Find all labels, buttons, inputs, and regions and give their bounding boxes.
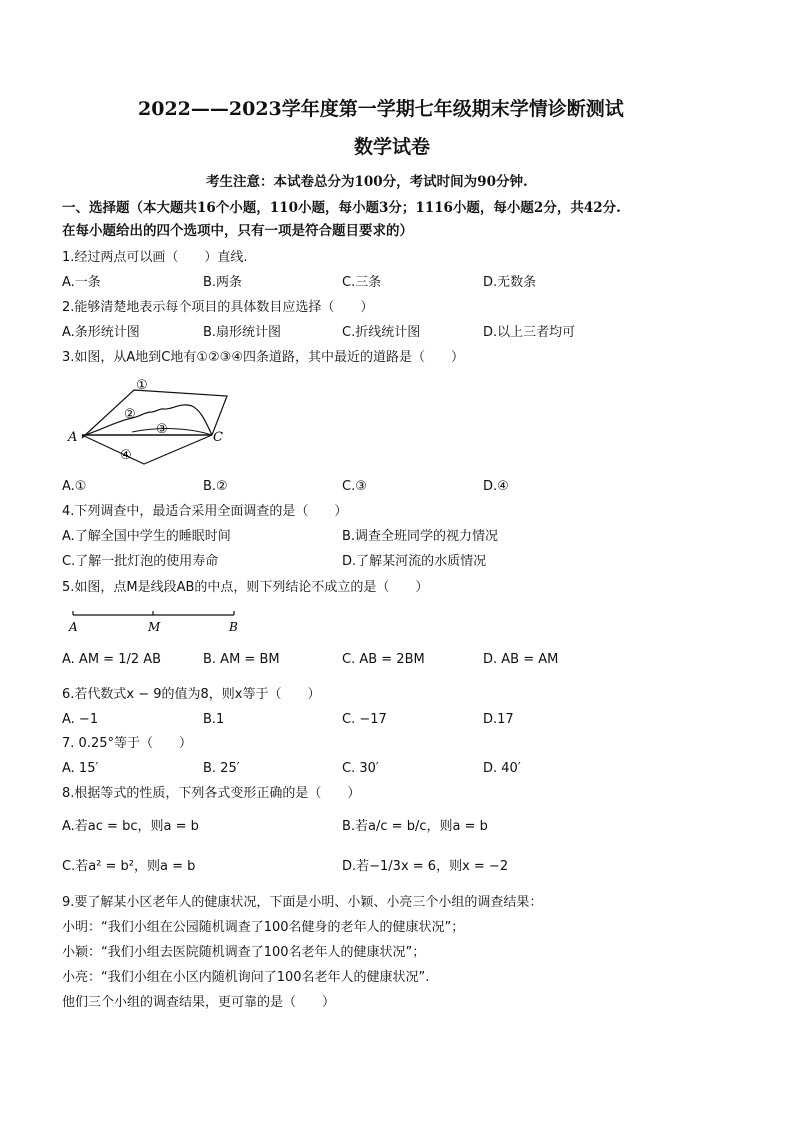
question-6-option-d: D.17	[483, 712, 514, 727]
question-9-line-question: 他们三个小组的调查结果，更可靠的是（ ）	[62, 995, 336, 1010]
label-b: B	[229, 620, 238, 634]
question-9-stem: 9.要了解某小区老年人的健康状况，下面是小明、小颖、小亮三个小组的调查结果：	[62, 895, 543, 910]
exam-title: 2022——2023学年度第一学期七年级期末学情诊断测试	[138, 98, 624, 120]
question-2-option-d: D.以上三者均可	[483, 325, 576, 340]
question-5-option-b: B. AM = BM	[203, 652, 280, 667]
section-heading-line1: 一、选择题（本大题共16个小题，110小题，每小题3分；1116小题，每小题2分，共42分.	[62, 200, 621, 216]
question-5-option-d: D. AB = AM	[483, 652, 559, 667]
question-9-line-xiaoying: 小颖：“我们小组去医院随机调查了100名老年人的健康状况”；	[62, 945, 426, 960]
question-4-stem: 4.下列调查中，最适合采用全面调查的是（ ）	[62, 504, 348, 519]
question-2-stem: 2.能够清楚地表示每个项目的具体数目应选择（ ）	[62, 300, 374, 315]
question-3-option-a: A.①	[62, 479, 87, 494]
question-6-option-a: A. −1	[62, 712, 99, 727]
question-5-stem: 5.如图，点M是线段AB的中点，则下列结论不成立的是（ ）	[62, 580, 429, 595]
question-7-stem: 7. 0.25°等于（ ）	[62, 736, 192, 751]
route-label-1: ①	[136, 378, 148, 393]
question-2-option-a: A.条形统计图	[62, 325, 140, 340]
routes-diagram	[62, 372, 237, 472]
route-3-curve	[132, 429, 212, 435]
question-8-option-c: C.若a² = b²，则a = b	[62, 859, 196, 874]
question-8-stem: 8.根据等式的性质，下列各式变形正确的是（ ）	[62, 786, 361, 801]
question-3-option-c: C.③	[342, 479, 367, 494]
question-4-option-a: A.了解全国中学生的睡眠时间	[62, 529, 231, 544]
question-3-option-d: D.④	[483, 479, 509, 494]
route-label-3: ③	[156, 422, 168, 437]
segment-diagram	[62, 606, 252, 636]
question-7-option-a: A. 15′	[62, 761, 99, 776]
route-4-path	[82, 435, 212, 464]
question-8-option-b: B.若a/c = b/c，则a = b	[342, 819, 488, 834]
question-4-option-c: C.了解一批灯泡的使用寿命	[62, 554, 219, 569]
section-heading-line2: 在每小题给出的四个选项中，只有一项是符合题目要求的）	[62, 223, 413, 239]
question-5-option-c: C. AB = 2BM	[342, 652, 425, 667]
question-1-option-c: C.三条	[342, 275, 382, 290]
question-4-option-b: B.调查全班同学的视力情况	[342, 529, 499, 544]
question-5-option-a: A. AM = 1/2 AB	[62, 652, 162, 667]
question-7-option-d: D. 40′	[483, 761, 521, 776]
route-label-4: ④	[120, 448, 132, 463]
question-1-option-a: A.一条	[62, 275, 101, 290]
question-7-option-b: B. 25′	[203, 761, 240, 776]
route-label-2: ②	[124, 407, 136, 422]
point-a-label: A	[68, 430, 78, 445]
question-9-line-xiaoming: 小明：“我们小组在公园随机调查了100名健身的老年人的健康状况”；	[62, 920, 465, 935]
question-1-option-b: B.两条	[203, 275, 243, 290]
exam-subtitle: 数学试卷	[354, 136, 431, 158]
question-1-stem: 1.经过两点可以画（ ）直线.	[62, 250, 248, 265]
question-9-line-xiaoliang: 小亮：“我们小组在小区内随机询问了100名老年人的健康状况”.	[62, 970, 430, 985]
question-3-stem: 3.如图，从A地到C地有①②③④四条道路，其中最近的道路是（ ）	[62, 350, 464, 365]
question-4-option-d: D.了解某河流的水质情况	[342, 554, 487, 569]
point-c-label: C	[213, 430, 223, 445]
question-6-option-b: B.1	[203, 712, 225, 727]
question-7-option-c: C. 30′	[342, 761, 379, 776]
question-8-option-a: A.若ac = bc，则a = b	[62, 819, 199, 834]
question-2-option-b: B.扇形统计图	[203, 325, 282, 340]
exam-notice: 考生注意：本试卷总分为100分，考试时间为90分钟.	[206, 174, 528, 190]
question-8-option-d: D.若−1/3x = 6，则x = −2	[342, 859, 509, 874]
question-1-option-d: D.无数条	[483, 275, 537, 290]
route-1-path	[82, 390, 227, 438]
question-3-option-b: B.②	[203, 479, 228, 494]
question-2-option-c: C.折线统计图	[342, 325, 421, 340]
label-m: M	[148, 620, 161, 634]
question-6-stem: 6.若代数式x − 9的值为8，则x等于（ ）	[62, 687, 321, 702]
question-6-option-c: C. −17	[342, 712, 387, 727]
label-a: A	[69, 620, 78, 634]
